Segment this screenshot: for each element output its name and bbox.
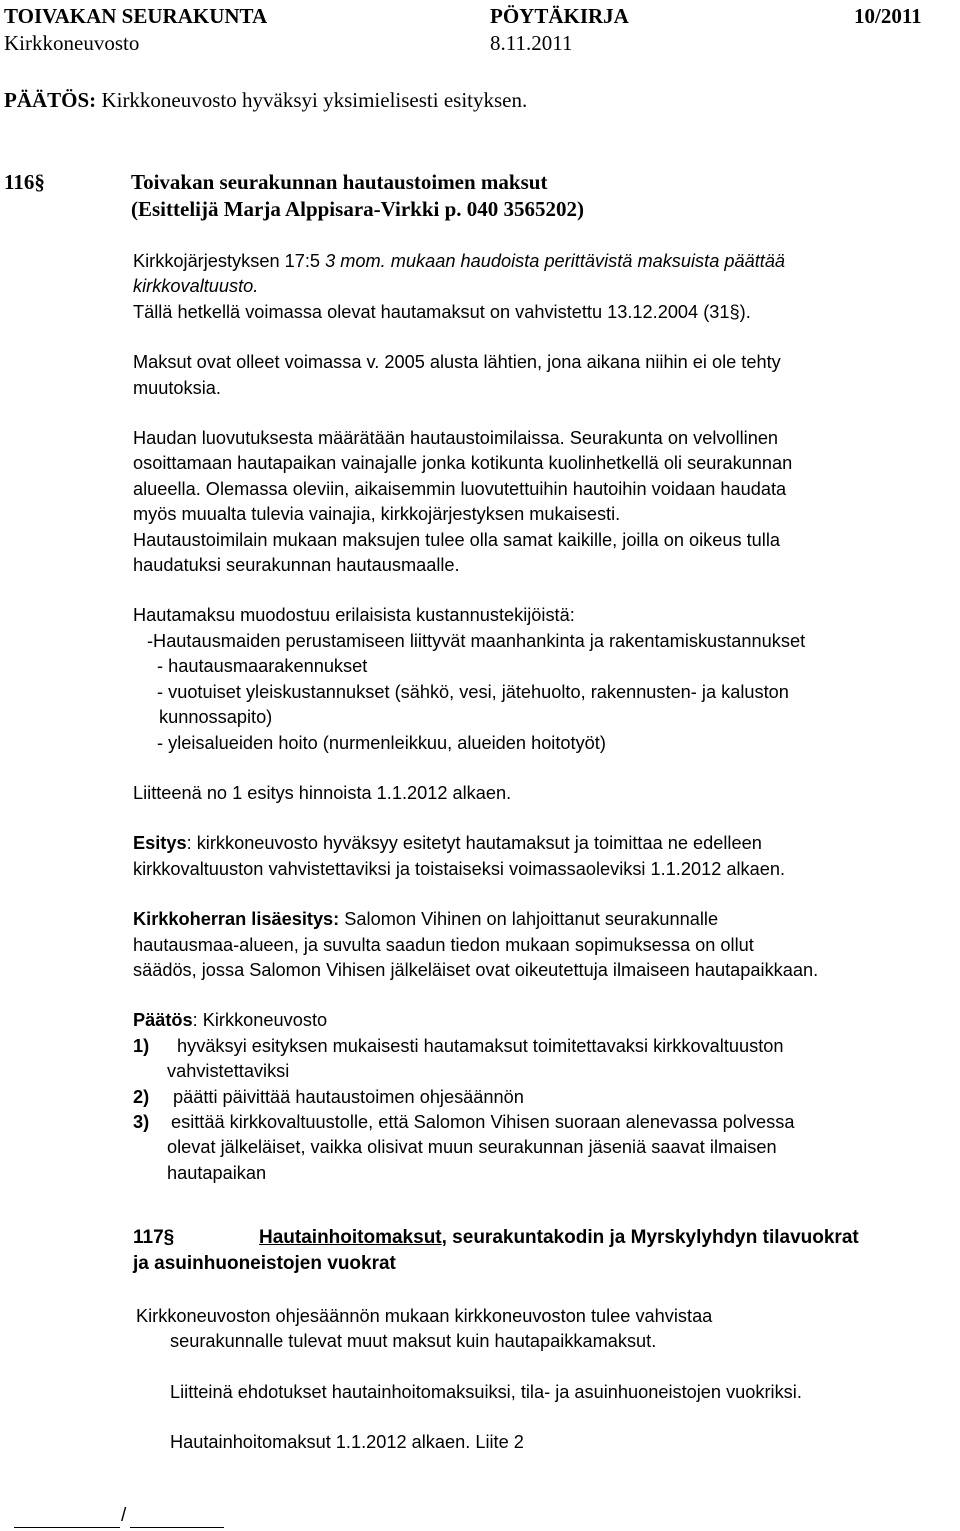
cost-item: kunnossapito)	[159, 707, 273, 728]
section-117-title-end: ja asuinhuoneistojen vuokrat	[133, 1253, 396, 1274]
section-sign-icon: §	[34, 170, 45, 194]
decision: Päätös: Kirkkoneuvosto	[133, 1010, 328, 1031]
signature-line-left	[14, 1527, 120, 1528]
cost-item: - vuotuiset yleiskustannukset (sähkö, vesi, jätehuolto, rakennusten- ja kaluston	[157, 681, 789, 702]
text-line: Hautaustoimilain mukaan maksujen tulee olla samat kaikille, joilla on oikeus tulla	[133, 529, 780, 550]
text-line: seurakunnalle tulevat muut maksut kuin hautapaikkamaksut.	[170, 1331, 657, 1352]
cost-item: -Hautausmaiden perustamiseen liittyvät maanhankinta ja rakentamiskustannukset	[147, 630, 806, 651]
para-current-fees: Tällä hetkellä voimassa olevat hautamaksut on vahvistettu 13.12.2004 (31§).	[133, 301, 751, 322]
meeting-body: Kirkkoneuvosto	[4, 31, 140, 55]
section-116-number: 116§	[4, 170, 45, 194]
text-line: säädös, jossa Salomon Vihisen jälkeläiset ovat oikeutettuja ilmaiseen hautapaikkaan.	[133, 959, 819, 980]
section-116-presenter: (Esittelijä Marja Alppisara-Virkki p. 040 3565202)	[131, 197, 585, 221]
proposal: Esitys: kirkkoneuvosto hyväksyy esitetyt hautamaksut ja toimittaa ne edelleen	[133, 833, 762, 854]
org-name: TOIVAKAN SEURAKUNTA	[4, 4, 268, 28]
decision-list	[133, 1034, 953, 1186]
para-legal-basis: Kirkkojärjestyksen 17:5 3 mom. mukaan haudoista perittävistä maksuista päättää	[133, 251, 786, 271]
decision-item: 2) päätti päivittää hautaustoimen ohjesäännön	[133, 1086, 524, 1107]
section-sign-icon: §	[729, 301, 740, 322]
text-line: haudatuksi seurakunnan hautausmaalle.	[133, 555, 460, 576]
doc-type: PÖYTÄKIRJA	[490, 4, 629, 28]
decision-item: 1) hyväksyi esityksen mukaisesti hautamaksut toimitettavaksi kirkkovaltuuston vahvistettaviksi	[133, 1035, 784, 1082]
previous-decision-label: PÄÄTÖS:	[4, 88, 97, 112]
section-117-title: Hautainhoitomaksut, seurakuntakodin ja Myrskylyhdyn tilavuokrat	[259, 1227, 859, 1248]
cost-intro: Hautamaksu muodostuu erilaisista kustannustekijöistä:	[133, 605, 575, 626]
text-line: osoittamaan hautapaikan vainajalle jonka kotikunta kuolinhetkellä oli seurakunnan	[133, 453, 793, 474]
proposal-end: kirkkovaltuuston vahvistettaviksi ja toistaiseksi voimassaoleviksi 1.1.2012 alkaen.	[133, 858, 786, 879]
section-116-title: Toivakan seurakunnan hautaustoimen maksut	[131, 170, 548, 194]
para-validity-end: muutoksia.	[133, 377, 221, 398]
para-legal-basis-end: kirkkovaltuusto.	[133, 276, 259, 297]
text-line: hautausmaa-alueen, ja suvulta saadun tiedon mukaan sopimuksessa on ollut	[133, 934, 754, 955]
decision-item: 3) esittää kirkkovaltuustolle, että Salomon Vihisen suoraan alenevassa polvessa olevat jälkeläiset, vaikka olisivat muun seurakunnan jäseniä saavat ilmaisen hautapaikan	[133, 1111, 795, 1183]
section-117-body	[136, 1304, 946, 1456]
para-validity: Maksut ovat olleet voimassa v. 2005 alusta lähtien, jona aikana niihin ei ole tehty	[133, 352, 781, 373]
doc-number: 10/2011	[854, 4, 922, 28]
meeting-date: 8.11.2011	[490, 31, 573, 55]
text-line: alueella. Olemassa oleviin, aikaisemmin luovutettuihin hautoihin voidaan haudata	[133, 478, 787, 499]
additional-proposal: Kirkkoherran lisäesitys: Salomon Vihinen on lahjoittanut seurakunnalle	[133, 909, 719, 930]
previous-decision-text: Kirkkoneuvosto hyväksyi yksimielisesti esityksen.	[101, 88, 528, 112]
text-line: Kirkkoneuvoston ohjesäännön mukaan kirkkoneuvoston tulee vahvistaa	[136, 1306, 713, 1326]
cost-list	[147, 629, 953, 756]
cost-item: - yleisalueiden hoito (nurmenleikkuu, alueiden hoitotyöt)	[157, 732, 606, 753]
section-117-number: 117§	[133, 1227, 175, 1248]
attachment-note: Liitteinä ehdotukset hautainhoitomaksuiksi, tila- ja asuinhuoneistojen vuokriksi.	[170, 1381, 802, 1402]
signature-line-right	[130, 1527, 224, 1528]
signature-separator: /	[121, 1505, 127, 1526]
cost-item: - hautausmaarakennukset	[157, 656, 368, 677]
attachment-note: Liitteenä no 1 esitys hinnoista 1.1.2012 alkaen.	[133, 782, 512, 803]
text-line: Haudan luovutuksesta määrätään hautaustoimilaissa. Seurakunta on velvollinen	[133, 428, 779, 449]
section-116-body	[133, 249, 953, 1186]
section-sign-icon: §	[163, 1227, 175, 1248]
attachment-note: Hautainhoitomaksut 1.1.2012 alkaen. Liite 2	[170, 1432, 524, 1453]
previous-decision	[4, 88, 527, 113]
para-burial-law	[133, 426, 953, 578]
text-line: myös muualta tulevia vainajia, kirkkojärjestyksen mukaisesti.	[133, 504, 621, 525]
